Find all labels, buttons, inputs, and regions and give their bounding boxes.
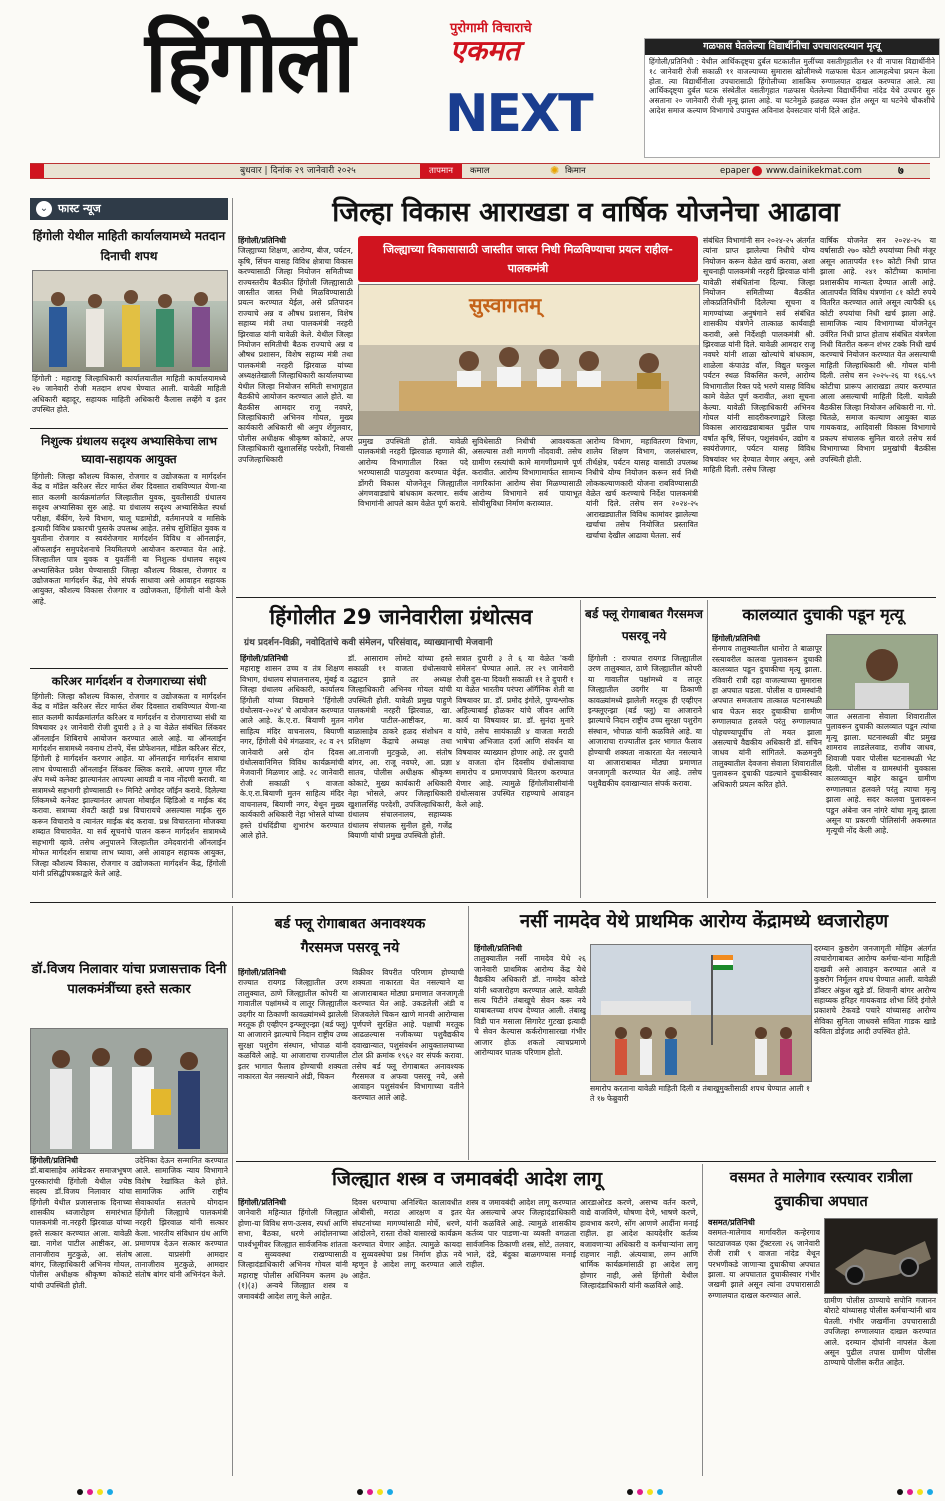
accident-col-1-text: सेनगाव तालुक्यातील धानोरा ते बाळापूर रस्त्यावरील कालवा पुलावरून दुचाकी कालव्यात पडून दुचाकीचा मृत्यू झाला. रविवारी रात्री दहा वाजल्याच्या सुमारास हा अपघात घडला. पोलीस व ग्रामस्थांनी अपघात समजताच तात्काळ घटनास्थळी धाव घेऊन सदर दुचाकीचा ग्रामीण रुग्णालयात हलवले परंतु रुग्णालयात पोहचण्यापूर्वीच तो मयत झाला असल्याचे वैद्यकीय अधिकारी डॉ. सचिन जाधव यांनी सांगितले. कळमनुरी तालुक्यातील देवजना सेवाला शिवारातील पुलावरून दुचाकी पडल्याने दुचाकीस्वार अधिकारी प्रयत्न करित होते. (712, 644, 822, 789)
highway-col-2: ग्रामीण पोलीस ठाण्याचे सपोनि गजानन बोराटे यांच्यासह पोलीस कर्मचाऱ्यांनी धाव घेतली. गंभीर जखमींना उपचारासाठी उपजिल्हा रुग्णालयात दाखल करण्यात आले. दरम्यान दोघांनी नापसंत केला असून पुढील तपास ग्रामीण पोलीस ठाण्याचे पोलीस करीत आहेत. (824, 1296, 936, 1368)
fast-news-s3-body: हिंगोली: जिल्हा कौशल्य विकास, रोजगार व उद्योजकता व मार्गदर्शन केंद्र व मॉडेल करिअर सेंटर मार्फत शेंबर दिवसात राबविण्यात येणा-या सात कलमी कार्यक्रमांतर्गत करिअर व मार्गदर्शन व रोजगाराच्या संधी या विषयावर ३१ जानेवारी रोजी दुपारी ३ ते ३ या वेळेत संबंधित लिंकवर ऑनलाईन शिबिराचे आयोजन करण्यात आले आहे. या ऑनलाईन मार्गदर्शन सत्रामध्ये नवनाथ टोनपे, येंस प्रोफेशनल, मॉडेल करिअर सेंटर, हिंगोली हे मार्गदर्शन करणार आहेत. या ऑनलाईन मार्गदर्शन सत्राचा लाभ घेण्यासाठी ऑनलाईन लिंकवर क्लिक करावे. आपण गुगल मीट ॲप मध्ये कनेक्ट झाल्यानंतर आपल्या आयडी व नाव नोंदणी करावी. या सत्रामध्ये सहभागी होण्यासाठी १० मिनिटे अगोदर जॉईन करावे. दिलेल्या लिंकमध्ये कनेक्ट झाल्यानंतर आपला मोबाईल व्हिडिओ व माईक बंद करावा. सत्राच्या शेवटी काही प्रश्न विचारायचे असल्यास माईक सुरु करून विचारावे व त्यानंतर माईक बंद करावा. प्रश्न विचारताना मोजक्या शब्दात विचारावेत. या सर्व सूचनांचे पालन करून मार्गदर्शन सत्रामध्ये सहभागी व्हावे. तसेच अनुपालने जिल्हातील उमेदवारांनी ऑनलाईन मोफत मार्गदर्शन सत्राचा लाभ घ्यावा, असे आवाहन सहायक आयुक्त, जिल्हा कौशल्य विकास, रोजगार व उद्योजकता मार्गदर्शन केंद्र, हिंगोली यांनी प्रसिद्धीपत्रकाद्वारे केले आहे. (32, 692, 226, 878)
lead-col-4: आरोग्य विभाग, महावितरण विभाग, शालेय शिक्षण विभाग, जलसंधारण, तीर्थक्षेत्र, पर्यटन यासह यासाठी उपलब्ध निधीचे योग्य नियोजन करून सर्व निधी लोककल्याणकारी योजना राबविण्यासाठी वेळेत खर्च करण्याचे निर्देश पालकमंत्री यांनी दिले. तसेच सन २०२४-२५ आराखड्यातील विविध कामांवर झालेल्या खर्चाचा तसेच नियोजित प्रस्तावित खर्चाचा देखील आढावा घेतला. सर्व (586, 437, 698, 540)
dateline-band (30, 163, 930, 179)
lead-banner (358, 236, 698, 282)
crash-photo (824, 1218, 938, 1294)
column-divider (702, 1164, 703, 1476)
bird-big-headline-1: बर्ड फ्लू रोगाबाबत अनावश्यक (274, 916, 426, 932)
accident-col-2: जात असताना सेवाला शिवारातील पुलावरून दुचाकी कालव्यात पडून त्यांचा मृत्यू झाला. घटनास्थळी बीट प्रमुख शामराव लाडलेलवाड, राजीव जाधव, शिवाजी पवार पोलीस घटनास्थळी भेट दिली. पोलीस व ग्रामस्थांनी युवकास कालव्यातून बाहेर काढून ग्रामीण रुग्णालयात हलवले परंतु त्याचा मृत्यू झाला आहे. सदर कालवा पुलावरून पडून अंबेना जन नांगरे यांचा मृत्यू झाला असून या प्रकरणी पोलिसांनी अकस्मात मृत्यूची नोंद केली आहे. (826, 712, 936, 836)
flag-headline: नर्सी नामदेव येथे प्राथमिक आरोग्य केंद्रामध्ये ध्वजारोहण (519, 911, 889, 932)
felicitation-col-2: उदेनिका देऊन सन्मानित करण्यात आले. सामाजिक न्याय विभागाने विशेष रेखांकित केले होते. सामाजिक आणि राष्ट्रीय सेवाकार्यात सततचे योगदान हिंगोली जिल्ह्याचे पालकमंत्री नरहरी झिरवाळ यांनी सत्कार केला. भारतीय संविधान ग्रंथ आणि प्रमाणपत्र देऊन सत्कार करण्यात आला. याप्रसंगी आमदार तानाजीराव मुटकुळे, आमदार संतोष बांगर यांनी अभिनंदन केले. (135, 1156, 228, 1280)
highway-byline: वसमत/प्रतिनिधी (708, 1218, 755, 1227)
felicitation-col-1-text: डॉ.बाबासाहेब आंबेडकर समाजभूषण पुरस्कारांची हिंगोली येथील ज्येष्ठ सदस्य डॉ.विजय निलावार यांचा हिंगोली येथील प्रजासत्ताक दिनाच्या शासकीय ध्वजारोहण समारंभात पालकमंत्री ना.नरहरी झिरवाळ यांच्या हस्ते सत्कार करण्यात आला. यावेळी खा. नागेश पाटील आष्टीकर, आ. तानाजीराव मुटकुळे, आ. संतोष बांगर, जिल्हाधिकारी अभिनव गोयल, पोलीस अधीक्षक श्रीकृष्ण कोकाटे यांची उपस्थिती होती. (30, 1166, 132, 1290)
column-divider (580, 600, 581, 898)
masthead-brand: एकमत (450, 34, 520, 67)
granth-headline: हिंगोलीत 29 जानेवारीला ग्रंथोत्सव (269, 605, 533, 629)
lead-col-5: संबंधित विभागांनी सन २०२४-२५ अंतर्गत त्यांना प्राप्त झालेल्या निधीचे योग्य नियोजन करून वेळेत खर्च करावा, अशा सूचनाही पालकमंत्री नरहरी झिरवाळ यांनी यावेळी संबंधितांना दिल्या. जिल्हा नियोजन समितीच्या बैठकीत लोकप्रतिनिधींनी दिलेल्या सूचना व मागण्यांच्या अनुषंगाने सर्व संबंधित शासकीय यंत्रणेने तात्काळ कार्यवाही करावी, असे निर्देशही पालकमंत्री श्री. झिरवाळ यांनी दिले. यावेळी आमदार राजू नवघरे यांनी शाळा खोल्यांचे बांधकाम, शाळेला कंपाउंड वॉल, विद्युत घरकुल पर्यटन स्थळ विकसित करणे, आरोग्य विभागातील रिक्त पदे भरणे यासह विविध कामे वेळेत पूर्ण करावीत, अशा सूचना केल्या. यावेळी जिल्हाधिकारी अभिनव गोयल यांनी सादरीकरणाद्वारे जिल्हा विकास आराखड्याबाबत पुढील पाच वर्षात कृषि, सिंचन, पशुसंवर्धन, उद्योग व स्वयंरोजगार, पर्यटन यासह विविध विषयांवर भर देण्यात येणार असून, असे माहिती दिली. तसेच जिल्हा (703, 236, 815, 474)
voting-oath-photo (32, 270, 228, 372)
globe-icon (752, 166, 762, 176)
highway-col-1-text: वसमत-मालेगाव मार्गावरील कन्हेरगाव फाट्याजवळ एका ट्रॅक्टरला २६ जानेवारी रोजी रात्री ९ वाजता नांदेड येथून परभणीकडे जाणाऱ्या दुचाकीचा अपघात झाला. या अपघातात दुचाकीस्वार गंभीर जखमी झाले असून त्यांना उपचारासाठी रुग्णालयात दाखल करण्यात आले. (708, 1228, 820, 1300)
divider (236, 597, 936, 598)
temp-min: किमान (565, 166, 586, 176)
divider (30, 428, 228, 429)
dateline-red-block (30, 164, 44, 178)
column-divider (232, 906, 233, 1476)
flag-col-1-text: तालुक्यातील नर्सी नामदेव येथे २६ जानेवारी प्राथमिक आरोग्य केंद्र येथे वैद्यकीय अधिकारी डॉ. नामदेव कोरडे यांनी ध्वजारोहण करण्यात आले. यावेळी सत्य पिटीने तंबाखूचे सेवन करू नये याबाबतच्या शपथ देण्यात आली. तंबाखू विडी पान मसाला सिगारेट गुटखा इत्यादी चे सेवन केल्यास कर्करोगासारखा गंभीर आजार होऊ शकतो त्याचप्रमाणे आरोग्यावर घातक परिणाम होतो. (474, 954, 586, 1058)
divider (30, 668, 228, 669)
granth-col-3: सत्रात दुपारी ३ ते ६ या वेळेत 'कवी संमेलन' घेण्यात आले. तर २९ जानेवारी रोजी दुस-या दिवशी सकाळी ११ ते दुपारी १ या वेळेत भारतीय परंपरा ऑर्गॅनिक शेती या विषयावर प्रा. डॉ. प्रमोद इंगोले, पुण्यश्लोक अहिल्याबाई होळकर यांचे जीवन आणि कार्य या विषयावर प्रा. डॉ. सुनंदा मुनारे यांचे, तसेच सायंकाळी ४ वाजता मराठी भाषेचा अभिजात दर्जा आणि संवर्धन या विषयावर व्याख्यान होणार आहे. तर दुपारी ४ वाजता दोन दिवसीय ग्रंथोत्सवाचा समारोप व प्रमाणपत्राचे वितरण करण्यात येणार आहे. त्यामुळे हिंगोलीवासीयांनी ग्रंथोत्सवास उपस्थित राहण्याचे आवाहन केले आहे. (456, 654, 574, 809)
granth-subtitle: ग्रंथ प्रदर्शन-विक्री, नवोदितांचे कवी संमेलन, परिसंवाद, व्याख्यानाची मेजवानी (244, 638, 493, 648)
lead-col-1-text: जिल्ह्याच्या शिक्षण, आरोग्य, बीज, पर्यटन, कृषि, सिंचन यासह विविध क्षेत्राचा विकास करण्यासाठी जिल्हा नियोजन समितीच्या राज्यस्तरीय बैठकीत हिंगोली जिल्ह्यासाठी जास्तीत जास्त निधी मिळविण्यासाठी प्रयत्न करण्यात येईल, असे प्रतिपादन राज्याचे अन्न व औषध प्रशासन, विशेष सहाय्य मंत्री तथा पालकमंत्री नरहरी झिरवाळ यांनी यावेळी केले. येथील जिल्हा नियोजन समितीची बैठक राज्याचे अन्न व औषध प्रशासन, विशेष सहाय्य मंत्री तथा पालकमंत्री नरहरी झिरवाळ यांच्या अध्यक्षतेखाली जिल्हाधिकारी कार्यालयाच्या येथील जिल्हा नियोजन समिती सभागृहात बैठकीचे आयोजन करण्यात आले होते. या बैठकीस आमदार राजू नवघरे, जिल्हाधिकारी अभिनव गोयल, मुख्य कार्यकारी अधिकारी श्री अनुप शेंगुलवार, पोलीस अधीक्षक श्रीकृष्ण कोकाटे, अपर जिल्हाधिकारी खुशालसिंह परदेशी, निवासी उपजिल्हाधिकारी (238, 246, 353, 464)
arms-col-2: दिवस धरण्याचा अनिश्चित कालावधीत ओबीसी, मराठा आरक्षण व इतर संघटनांच्या मागण्यांसाठी मोर्चे, धरणे, आंदोलने, रास्ता रोको यासारखे कार्यक्रम करण्यात येणार आहेत. त्यामुळे कायदा व सुव्यवस्थेचा प्रश्न निर्माण होऊ नये म्हणून हे आदेश लागू करण्यात आले आहेत. (352, 1198, 462, 1280)
lead-banner-text: जिल्ह्याच्या विकासासाठी जास्तीत जास्त निधी मिळविण्याचा प्रयत्न राहील- पालकमंत्री (383, 243, 673, 275)
flag-col-1 (474, 944, 586, 1158)
fast-news-label: फास्ट न्यूज (58, 202, 101, 215)
registration-dots (30, 1487, 936, 1497)
felicitation-headline: डॉ.विजय निलावार यांचा प्रजासत्ताक दिनी पालकमंत्रींच्या हस्ते सत्कार (31, 962, 227, 997)
lead-byline: हिंगोली/प्रतिनिधी (238, 236, 287, 245)
flag-scene (591, 945, 811, 1081)
arms-byline: हिंगोली/प्रतिनिधी (238, 1198, 287, 1207)
granth-col-1-text: महाराष्ट्र शासन उच्च व तंत्र शिक्षण विभाग, ग्रंथालय संचालनालय, मुंबई व जिल्हा ग्रंथालय अधिकारी, कार्यालय हिंगोली यांच्या विद्यमाने 'हिंगोली ग्रंथोत्सव-२०२४' चे आयोजन करण्यात आले आहे. के.ए.रा. बियाणी मुतन साहित्य मंदिर वाचनालय, बियाणी नगर, हिंगोली येथे मंगळवार, २८ व २९ जानेवारी असे दोन दिवस ग्रंथोत्सवानिमित्त विविध कार्यक्रमांची मेजवानी मिळणार आहे. २८ जानेवारी रोजी सकाळी ९ वाजता के.ए.रा.बियाणी मुतन साहित्य मंदिर वाचनालय, बियाणी नगर, येथून मुख्य कार्यकारी अधिकारी नेहा भोसले यांच्या हस्ते ग्रंथदिंडीचा शुभारंभ करण्यात आले होते. (240, 664, 344, 840)
flag-col-2: दरम्यान कुष्ठरोग जनजागृती मोहिम अंतर्गत त्वचारोगाबाबत आरोग्य कर्मचा-यांना माहिती दाखवी असे आवाहन करण्यात आले व कुष्ठरोग निर्मूलन शपथ घेण्यात आली. यावेळी डॉक्टर अंकुश खुडे डॉ. शिवानी बांगर आरोग्य सहाय्यक हरिहर गायकवाड शोभा शिंदे इंगोले प्रकाशचे टेकवडे पचारे यांच्यासह आरोग्य सेविका सुनिता जाधवसे सविता गाडक खाडे कविता डोईजड आदी उपस्थित होते. (814, 944, 936, 1037)
granth-col-1 (240, 654, 344, 898)
lead-col-2: प्रमुख उपस्थिती होती. यावेळी पालकमंत्री नरहरी झिरवाळ म्हणाले की, आरोग्य विभागातील रिक्त पदे भरण्यासाठी पाठपुरावा करण्यात येईल. डोंगरी विकास योजनेतून जिल्ह्यातील अंगणवाड्यांचे बांधकाम करणार. सर्वच विभागांनी आपले काम वेळेत पूर्ण करावे. (358, 437, 468, 509)
granth-byline: हिंगोली/प्रतिनिधी (240, 654, 289, 663)
bird-big-col-1 (238, 968, 348, 1158)
felicitation-col-1 (30, 1156, 132, 1476)
temp-max: कमाल (470, 166, 490, 176)
flag-byline: हिंगोली/प्रतिनिधी (474, 944, 523, 953)
masthead-title: हिंगोली (145, 13, 354, 111)
lead-headline: जिल्हा विकास आराखडा व वार्षिक योजनेचा आढावा (332, 197, 840, 228)
flag-caption: समारोप करताना यावेळी माहिती दिली व तंबाखूमुक्तीसाठी शपथ घेण्यात आली १ ते १७ फेब्रुवारी (590, 1084, 810, 1104)
arms-headline: जिल्ह्यात शस्त्र व जमावबंदी आदेश लागू (331, 1168, 603, 1190)
highway-headline: वसमत ते मालेगाव रस्त्यावर रात्रीला दुचाकीचा अपघात (729, 1170, 913, 1210)
highway-col-1 (708, 1218, 820, 1476)
top-story-title: गळफास घेतलेल्या विद्यार्थीनीचा उपचारादरम्यान मृत्यू (645, 39, 939, 55)
lead-col-3: सुविधेसाठी निधीची आवश्यकता असल्यास तशी मागणी नोंदवावी. तसेच ग्रामीण रस्त्यांची कामे मागणीप्रमाणे पूर्ण करावीत. आरोग्य विभागामार्फत सामान्य नागरिकांना आरोग्य सेवा मिळण्यासाठी आरोग्य विभागाने सर्व पायाभूत सोयीसुविधा निर्माण कराव्यात. (472, 437, 582, 509)
bird-big-byline: हिंगोली/प्रतिनिधी (238, 968, 287, 977)
bird-small-headline: बर्ड फ्लू रोगाबाबत गैरसमज पसरवू नये (585, 607, 703, 643)
fast-news-s1-title: हिंगोली येथील माहिती कार्यालयामध्ये मतदान दिनाची शपथ (32, 229, 226, 263)
masthead-next-logo: NEXT (445, 84, 592, 144)
fast-news-s2-title: निशुल्क ग्रंथालय सदृश्य अभ्यासिकेचा लाभ घ्यावा-सहायक आयुक्त (41, 434, 217, 466)
lead-meeting-photo (358, 284, 700, 436)
fast-news-header (30, 198, 228, 220)
felicitation-byline: हिंगोली/प्रतिनिधी (30, 1156, 79, 1165)
arms-col-1-text: जानेवारी महिन्यात हिंगोली जिल्ह्यात होणा-या विविध सण-उत्सव, स्पर्धा आणि सभा, बैठका, धरणे आंदोलनाच्या पार्श्वभूमीवर जिल्ह्यात सार्वजनिक शांतता व सुव्यवस्था राखण्यासाठी जिल्हादंडाधिकारी अभिनव गोयल यांनी महाराष्ट्र पोलीस अधिनियम कलम ३७ (१)(३) अन्वये जिल्ह्यात शस्त्र व जमावबंदी आदेश लागू केले आहेत. (238, 1208, 348, 1301)
accident-col-1 (712, 634, 822, 898)
fast-news-s3-title: करिअर मार्गदर्शन व रोजगाराच्या संधी (51, 674, 207, 688)
lead-col-6: वार्षिक योजनेत सन २०२४-२५ या वर्षासाठी २७० कोटी रुपयांच्या निधी मंजूर असून आतापर्यंत ११० कोटी निधी प्राप्त झाला आहे. २४१ कोटीच्या कामांना प्रशासकीय मान्यता देण्यात आली आहे. आतापर्यंत विविध यंत्रणांना ८१ कोटी रुपये वितरित करण्यात आले असून त्यापैकी ६६ कोटी रुपयांचा निधी खर्च झाला आहे. सामाजिक न्याय विभागाच्या योजनेतून उर्वरित निधी प्राप्त होताच संबंधित यंत्रणेला निधी वितरीत करून शंभर टक्के निधी खर्च करण्याचे नियोजन करण्यात येत असल्याची माहिती जिल्हाधिकारी श्री. गोयल यांनी दिली. तसेच सन २०२५-२६ या १६६.५९ कोटीचा प्रारूप आराखडा तयार करण्यात आला असल्याची माहिती दिली. यावेळी बैठकीस जिल्हा नियोजन अधिकारी ना. गो. चितळे, समाज कल्याण आयुक्त बाळ गायकवाड, आदिवासी विकास विभागाचे प्रकल्प संचालक सुनिल वारले तसेच सर्व विभागाच्या विभाग प्रमुखांची बैठकीस उपस्थिती होती. (820, 236, 936, 464)
accident-byline: हिंगोली/प्रतिनिधी (712, 634, 761, 643)
victim-portrait (826, 634, 938, 710)
top-story (644, 38, 940, 158)
flag-photo (590, 944, 812, 1082)
felicitation-scene (31, 1029, 227, 1153)
bird-small-body: हिंगोली : राज्यात रायगड जिल्ह्यातील उरण तालुक्यात, ठाणे जिल्ह्यातील कोपरी या गावातील पक्षांमध्ये व लातूर जिल्ह्यातील उदगीर या ठिकाणी कावळ्यांमध्ये झालेली मरतूक ही एव्हीएन इन्फ्लूएन्झा (बर्ड फ्लू) या आजाराने झाल्याचे निदान राष्ट्रीय उच्च सुरक्षा पशुरोग संस्थान, भोपाळ यांनी कळविले आहे. या आजाराचा राज्यातील इतर भागात फैलाव होण्याची शक्यता नाकारता येत नसल्याने या आजाराबाबत मोठ्या प्रमाणात जनजागृती करण्यात येत आहे. तसेच पशुवैद्यकीय दवाखान्यात संपर्क करावा. (588, 654, 702, 788)
column-divider (468, 906, 469, 1160)
color-registration-strip (30, 1482, 936, 1492)
arms-col-1 (238, 1198, 348, 1476)
portrait-figure (827, 635, 937, 709)
felicitation-photo (30, 1028, 228, 1154)
accident-headline: कालव्यात दुचाकी पडून मृत्यू (742, 605, 904, 624)
column-divider (232, 198, 233, 898)
dateline-date: बुधवार | दिनांक २९ जानेवारी २०२५ (240, 166, 356, 176)
temp-label: तापमान (420, 164, 462, 178)
arms-col-4: आरडाओरड करणे, असभ्य वर्तन करणे, वाद्ये वाजविणे, घोषणा देणे, भाषणे करणे, हावभाव करणे, सोंग आणणे आदींना मनाई राहील. हा आदेश कायदेशीर कर्तव्य बजावणाऱ्या अधिकारी व कर्मचाऱ्यांना लागू राहणार नाही. अंत्ययात्रा, लग्न आणि धार्मिक कार्यक्रमांसाठी हा आदेश लागू होणार नाही, असे हिंगोली येथील जिल्हादंडाधिकारी यांनी कळविले आहे. (580, 1198, 698, 1291)
sun-icon: ✺ (550, 164, 560, 177)
epaper-label: epaper (720, 166, 750, 176)
divider (30, 902, 936, 903)
column-divider (707, 600, 708, 898)
crash-scene (825, 1219, 937, 1293)
page-number: ७ (898, 164, 904, 177)
chevron-down-icon: ⌄ (36, 201, 52, 217)
top-story-body: हिंगोली/प्रतिनिधी : येथील आर्थिकदृष्ट्या दुर्बल घटकातील मुलींच्या वसतीगृहातील १२ वी नापास विद्यार्थीनीने १८ जानेवारी रोजी सकाळी ११ वाजल्याच्या सुमारास खोलीमध्ये गळफास घेऊन आत्महत्येचा प्रयत्न केला होता. त्या विद्यार्थीनीला उपचारासाठी हिंगोलीच्या शासकिय रुग्णालयात दाखल करण्यात आले. त्या आर्थिकदृष्ट्या दुर्बल घटक संस्थेतील वसतीगृहात गळफास घेतलेल्या विद्यार्थीनीचा नांदेड येथे उपचार सुरु असताना २० जानेवारी रोजी मृत्यू झाला आहे. या घटनेमुळे हळहळ व्यक्त होत असून या घटनेचे चौकशीचे आदेश समाज कल्याण विभागाचे उपायुक्त अविनाश देवसटवार यांनी दिले आहेत. (649, 57, 935, 115)
arms-col-3: शस्त्र व जमावबंदी आदेश लागू करण्यात येत असल्याचे अपर जिल्हादंडाधिकारी यांनी कळविले आहे. त्यामुळे शासकीय कर्तव्य पार पाडणा-या व्यक्ती वगळता सार्वजनिक ठिकाणी शस्त्र, सोटे, तलवार, भाले, दंडे, बंदुका बाळगण्यास मनाई राहील. (466, 1198, 576, 1270)
lead-col-1 (238, 236, 353, 592)
bird-big-headline-2: गैरसमज पसरवू नये (300, 940, 400, 956)
website-link[interactable]: www.dainikekmat.com (766, 166, 862, 176)
welcome-sign: सुस्वागतम् (469, 293, 542, 317)
fast-news-s2-body: हिंगोली: जिल्हा कौशल्य विकास, रोजगार व उद्योजकता व मार्गदर्शन केंद्र व मॉडेल करिअर सेंटर मार्फत शेंबर दिवसात राबविण्यात येणा-या सात कलमी कार्यक्रमांतर्गत जिल्हातील युवक, युवतीसाठी ग्रंथालय सदृश्य अभ्यासिका सुरु आहे. या ग्रंथालय सदृश्य अभ्यासिकेत स्पर्धा परीक्षा, बँकींग, रेल्वे विभाग, चालू घडामोडी, वर्तमानपत्रे व मासिके इत्यादी विविध प्रकारची पुस्तके उपलब्ध आहेत. तसेच सुशिक्षित युवक व युवतीना रोजगार व स्वयंरोजगार मार्गदर्शन विविध व ऑनलाईन, ऑफलाईन समुपदेशनाचे नियमितपणे आयोजन करण्यात येत आहे. जिल्हातील पात्र युवक व युवतींनी या निशुल्क ग्रंथालय सदृश्य अभ्यासिकेत प्रवेश घेण्यासाठी जिल्हा कौशल्य विकास, रोजगार व उद्योजकता मार्गदर्शन केंद्र, मेघे संपर्क साधावा असे आवाहन सहायक आयुक्त, कौशल्य विकास रोजगार व उद्योजकता, हिंगोली यांनी केले आहे. (32, 472, 226, 606)
masthead-tagline: पुरोगामी विचाराचे (450, 21, 532, 36)
granth-col-2: डॉ. आसाराम लोमटे यांच्या हस्ते सकाळी ११ वाजता ग्रंथोत्सवाचे उद्घाटन झाले तर अध्यक्ष जिल्हाधिकारी अभिनव गोयल यांची उपस्थिती होती. यावेळी प्रमुख पाहुणे पालकमंत्री नरहरी झिरवाळ, खा. नागेश पाटील-आष्टीकर, मा. बाळासाहेब ठाकरे हळद संशोधन व प्रशिक्षण केंद्राचे अध्यक्ष तथा आ.तानाजी मुटकुळे, आ. संतोष बांगर, आ. राजू नवघरे, आ. प्रज्ञा सातव, पोलीस अधीक्षक श्रीकृष्ण कोकाटे, मुख्य कार्यकारी अधिकारी नेहा भोसले, अपर जिल्हाधिकारी खुशालसिंह परदेशी, उपजिल्हाधिकारी, ग्रंथालय संचालनालय, सहाय्यक ग्रंथालय संचालक सुनील हुसे, गजेंद्र बियाणी यांची प्रमुख उपस्थिती होती. (348, 654, 452, 840)
fast-news-section (30, 198, 228, 898)
bird-big-col-1-text: राज्यात रायगड जिल्ह्यातील उरण तालुक्यात, ठाणे जिल्ह्यातील कोपरी या गावातील पक्षांमध्ये व लातूर जिल्ह्यातील उदगीर या ठिकाणी कावळ्यांमध्ये झालेली मरतूक ही एव्हीएन इन्फ्लूएन्झा (बर्ड फ्लू) या आजाराने झाल्याचे निदान राष्ट्रीय उच्च सुरक्षा पशुरोग संस्थान, भोपाळ यांनी कळविले आहे. या आजाराचा राज्यातील इतर भागात फैलाव होण्याची शक्यता नाकारता येत नसल्याने अंडी, चिकन (238, 978, 348, 1082)
people-figures (33, 271, 227, 371)
bird-big-col-2: विक्रीवर विपरीत परिणाम होण्याची शक्यता नाकारता येत नसल्याने या आजाराबाबत मोठ्या प्रमाणात जनजागृती करण्यात येत आहे. उकडलेली अंडी व शिजवलेले चिकन खाणे मानवी आरोग्यास पूर्णपणे सुरक्षित आहे. पक्षाची मरतूक आढळल्यास नजीकच्या पशुवैद्यकीय दवाखान्यात, पशुसंवर्धन आयुक्तालयाच्या टोल फ्री क्रमांक १९६२ वर संपर्क करावा. तसेच बर्ड फ्लू रोगाबाबत अनावश्यक गैरसमज व अफवा पसरवू नये, असे आवाहन पशुसंवर्धन विभागाच्या वतीने करण्यात आले आहे. (352, 968, 464, 1102)
fast-news-s1-body: हिंगोली : महाराष्ट्र जिल्हाधिकारी कार्यालयातील माहिती कार्यालयामध्ये २७ जानेवारी रोजी मतदान शपथ घेण्यात आली. यावेळी माहिती अधिकारी बहादूर, सहायक माहिती अधिकारी कैलास लव्हेंगे व इतर उपस्थित होते. (32, 374, 226, 415)
